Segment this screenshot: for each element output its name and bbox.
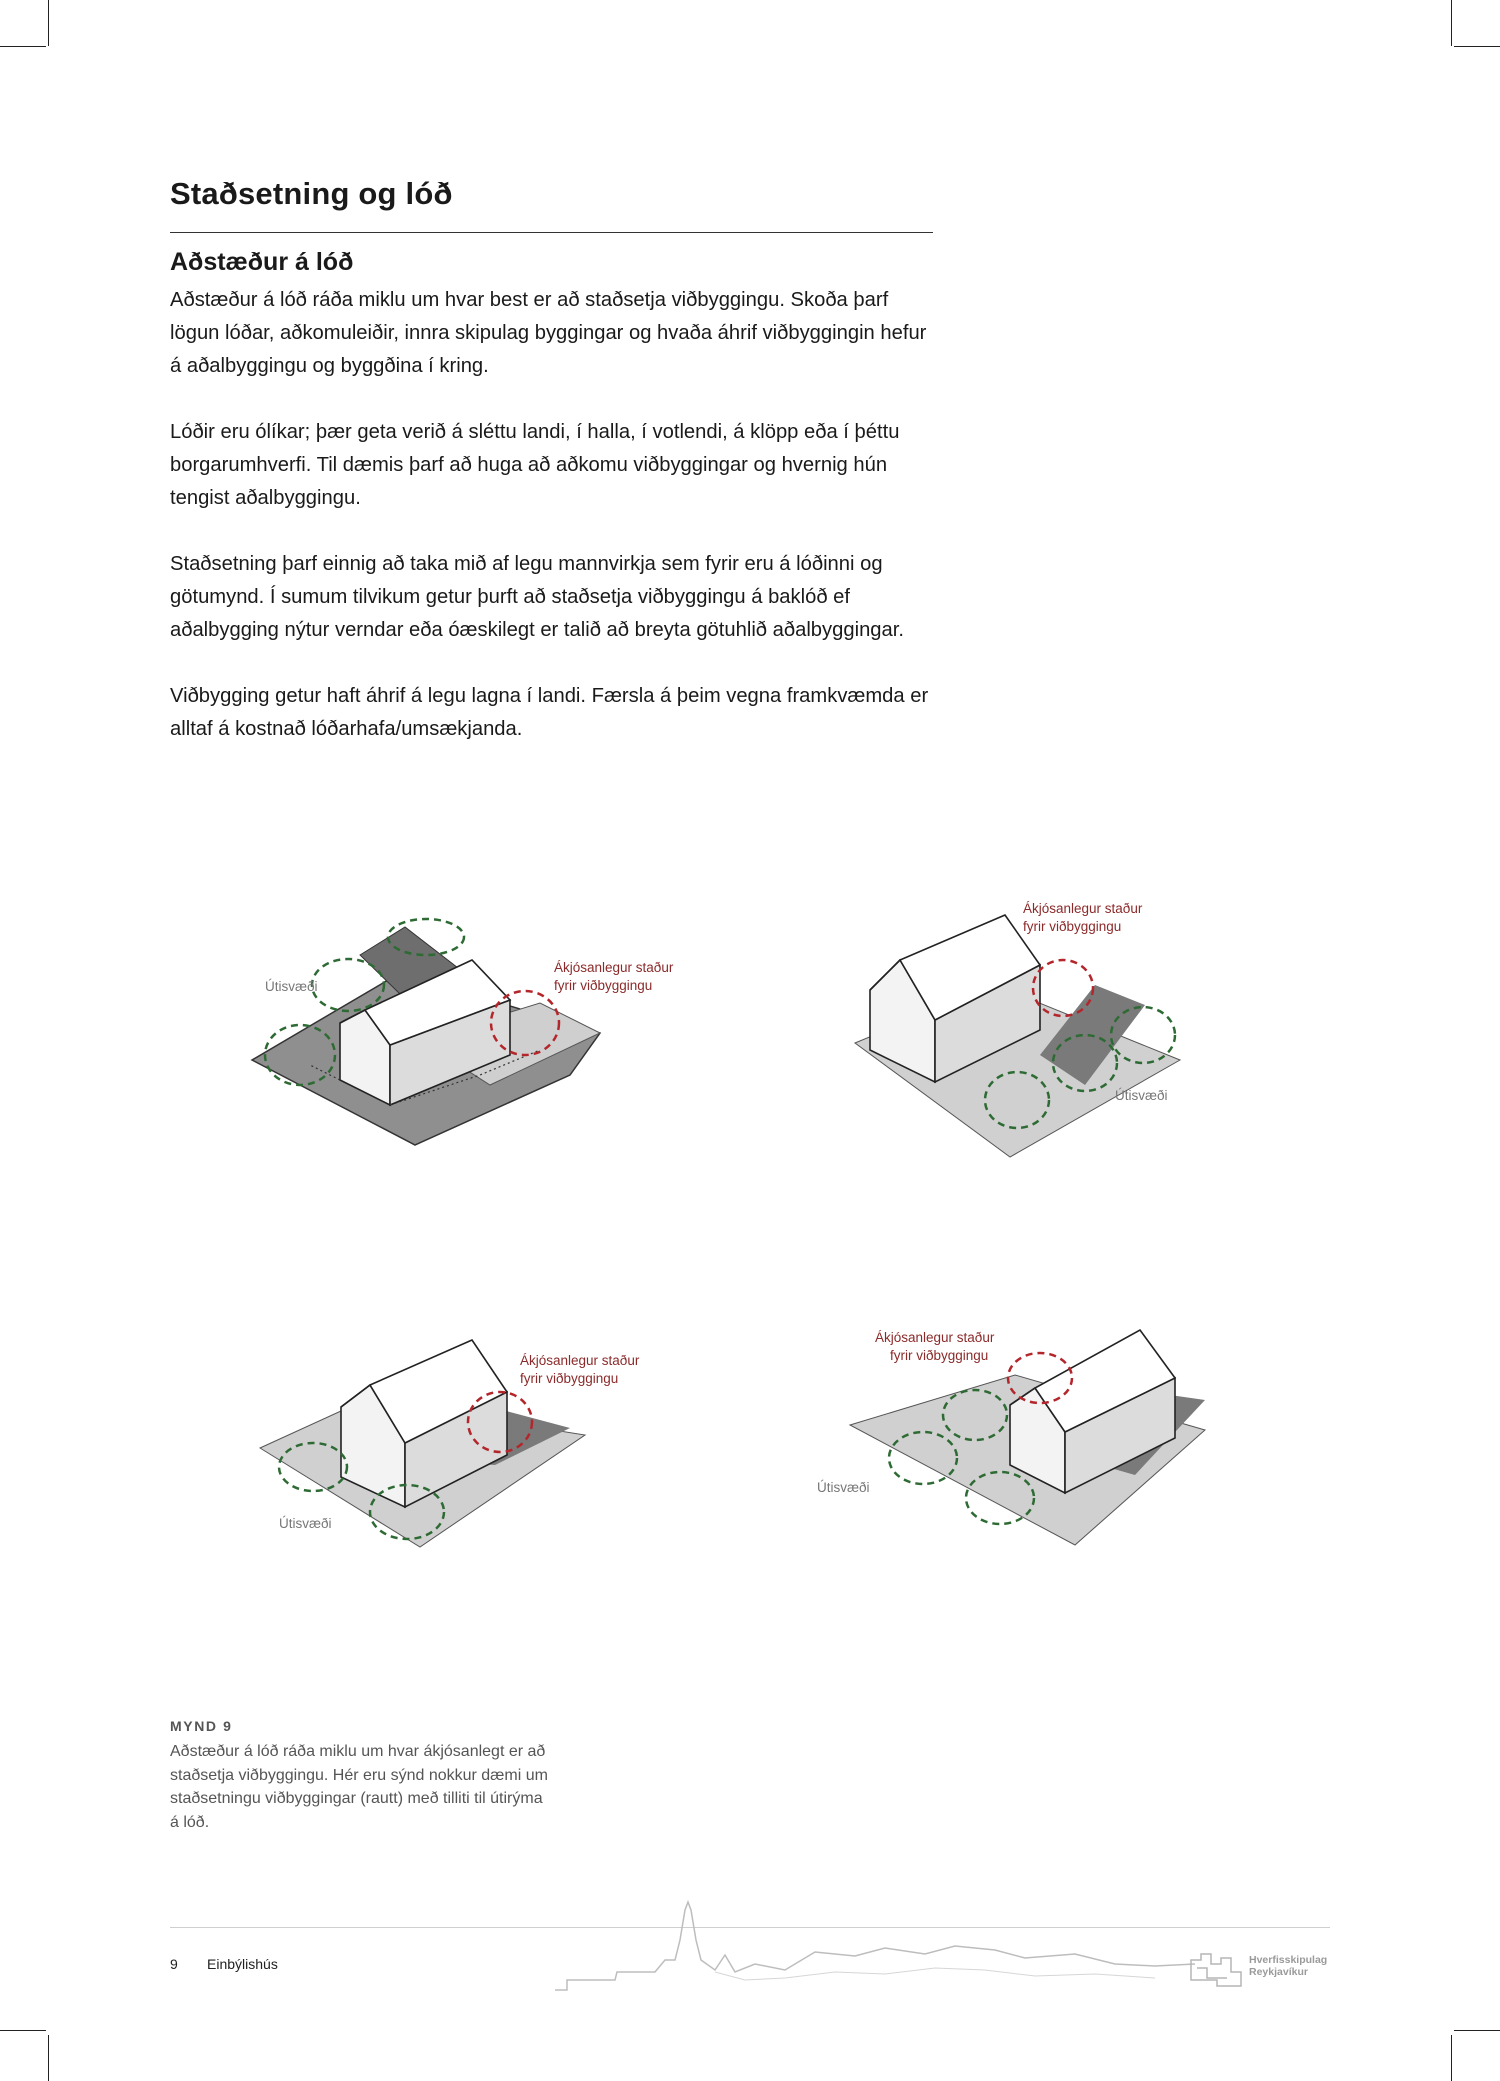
figure-caption: [170, 1718, 550, 1834]
preferred-location-label: fyrir viðbyggingu: [1023, 919, 1122, 934]
crop-mark: [48, 2035, 49, 2081]
figure-flat-site-side: [255, 1330, 640, 1560]
paragraph: Viðbygging getur haft áhrif á legu lagna í landi. Færsla á þeim vegna framkvæmda er alltaf á kostnað lóðarhafa/umsækjanda.: [170, 685, 929, 740]
org-logo-mark: [1187, 1950, 1245, 1990]
title-divider: [170, 232, 933, 233]
preferred-location-label: Ákjósanlegur staður: [520, 1353, 640, 1368]
body-text: [170, 284, 940, 779]
org-name-line: Hverfisskipulag: [1249, 1954, 1328, 1966]
preferred-location-label: fyrir viðbyggingu: [890, 1348, 989, 1363]
figure-sloped-site: [240, 915, 680, 1155]
outdoor-area-label: Útisvæði: [265, 979, 318, 994]
paragraph: Staðsetning þarf einnig að taka mið af legu mannvirkja sem fyrir eru á lóðinni og götumynd. Í sumum tilvikum getur þurft að staðsetja viðbyggingu á baklóð ef aðalbygging nýtur verndar eða óæskilegt er talið að breyta götuhlið aðalbyggingar.: [170, 553, 904, 641]
crop-mark: [1454, 2030, 1500, 2031]
page-number: 9: [170, 1956, 178, 1972]
org-name-line: Reykjavíkur: [1249, 1966, 1308, 1978]
paragraph: Lóðir eru ólíkar; þær geta verið á sléttu landi, í halla, í votlendi, á klöpp eða í þéttu borgarumhverfi. Til dæmis þarf að huga að aðkomu viðbyggingar og hvernig hún tengist aðalbyggingu.: [170, 421, 900, 509]
crop-mark: [48, 0, 49, 46]
crop-mark: [1451, 0, 1452, 46]
org-logo: [1187, 1950, 1337, 1990]
document-title: Einbýlishús: [207, 1956, 278, 1972]
org-name: [1249, 1954, 1327, 1978]
page-title: Staðsetning og lóð: [170, 176, 453, 211]
figure-flat-site-front: [805, 1320, 1245, 1560]
preferred-location-label: Ákjósanlegur staður: [1023, 901, 1143, 916]
section-heading: Aðstæður á lóð: [170, 248, 354, 276]
figure-flat-site-rear: [845, 895, 1245, 1170]
caption-text: Aðstæður á lóð ráða miklu um hvar ákjósanlegt er að staðsetja viðbyggingu. Hér eru sýnd nokkur dæmi um staðsetningu viðbyggingar (rautt) með tilliti til útirýma á lóð.: [170, 1743, 548, 1831]
crop-mark: [1454, 46, 1500, 47]
preferred-location-label: fyrir viðbyggingu: [520, 1371, 619, 1386]
crop-mark: [1451, 2035, 1452, 2081]
skyline-illustration: [555, 1900, 1195, 1995]
outdoor-area-label: Útisvæði: [1115, 1088, 1168, 1103]
crop-mark: [0, 46, 46, 47]
outdoor-area-label: Útisvæði: [817, 1480, 870, 1495]
preferred-location-label: fyrir viðbyggingu: [554, 978, 653, 993]
outdoor-area-label: Útisvæði: [279, 1516, 332, 1531]
preferred-location-label: Ákjósanlegur staður: [875, 1330, 995, 1345]
paragraph: Aðstæður á lóð ráða miklu um hvar best er að staðsetja viðbyggingu. Skoða þarf lögun lóðar, aðkomuleiðir, innra skipulag byggingar og hvaða áhrif viðbyggingin hefur á aðalbyggingu og byggðina í kring.: [170, 289, 927, 377]
caption-title: MYND 9: [170, 1718, 233, 1734]
preferred-location-label: Ákjósanlegur staður: [554, 960, 674, 975]
crop-mark: [0, 2030, 46, 2031]
